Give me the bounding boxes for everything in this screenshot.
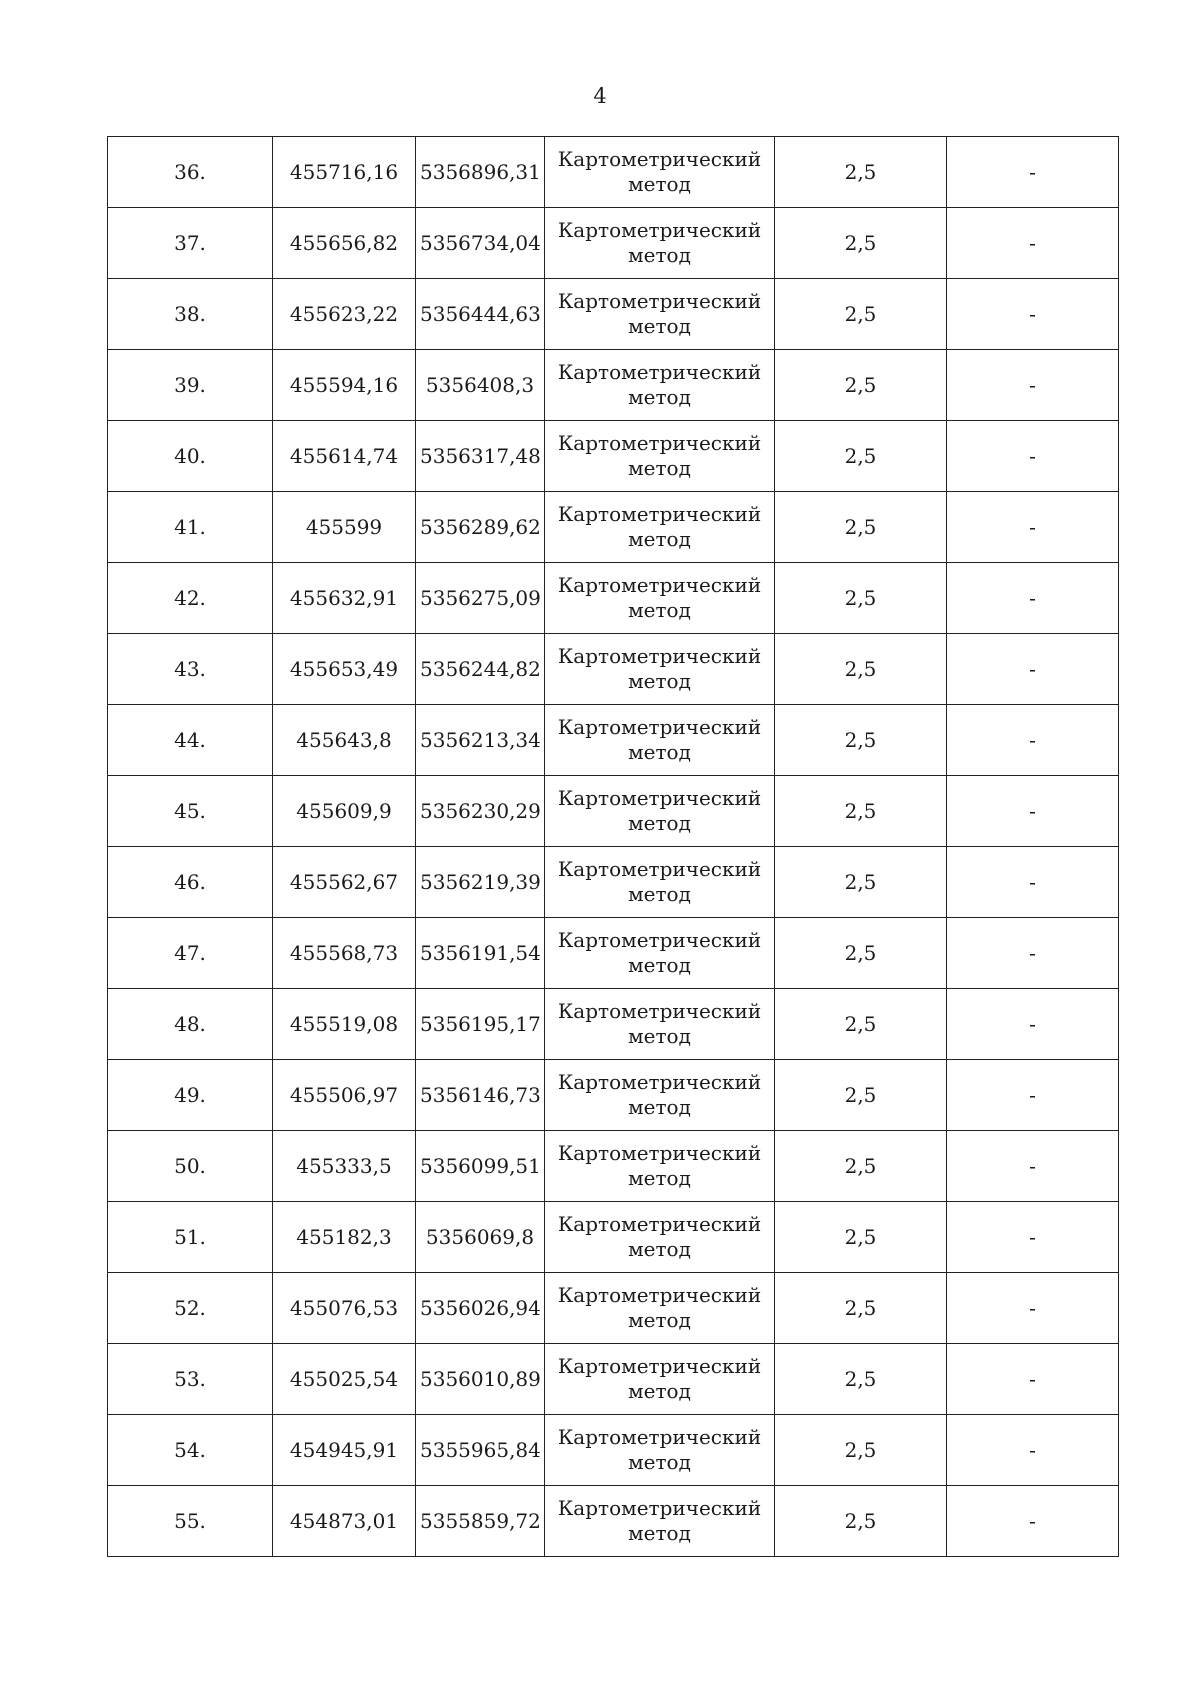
note-cell: -	[947, 208, 1119, 279]
method-cell: Картометрический метод	[545, 1486, 775, 1557]
table-row	[108, 492, 1119, 563]
point-number-cell: 48.	[108, 989, 273, 1060]
method-cell: Картометрический метод	[545, 1415, 775, 1486]
y-coordinate-cell: 5356408,3	[416, 350, 545, 421]
note-cell: -	[947, 137, 1119, 208]
table-row	[108, 634, 1119, 705]
method-cell: Картометрический метод	[545, 208, 775, 279]
note-cell: -	[947, 1131, 1119, 1202]
note-cell: -	[947, 1273, 1119, 1344]
note-cell: -	[947, 1344, 1119, 1415]
y-coordinate-cell: 5356213,34	[416, 705, 545, 776]
x-coordinate-cell: 455656,82	[273, 208, 416, 279]
table-row	[108, 989, 1119, 1060]
x-coordinate-cell: 455506,97	[273, 1060, 416, 1131]
method-cell: Картометрический метод	[545, 1131, 775, 1202]
note-cell: -	[947, 350, 1119, 421]
accuracy-cell: 2,5	[775, 1415, 947, 1486]
accuracy-cell: 2,5	[775, 1486, 947, 1557]
note-cell: -	[947, 1202, 1119, 1273]
point-number-cell: 47.	[108, 918, 273, 989]
y-coordinate-cell: 5356317,48	[416, 421, 545, 492]
accuracy-cell: 2,5	[775, 1202, 947, 1273]
y-coordinate-cell: 5356289,62	[416, 492, 545, 563]
x-coordinate-cell: 455599	[273, 492, 416, 563]
table-row	[108, 137, 1119, 208]
note-cell: -	[947, 634, 1119, 705]
y-coordinate-cell: 5356734,04	[416, 208, 545, 279]
x-coordinate-cell: 455632,91	[273, 563, 416, 634]
table-row	[108, 1486, 1119, 1557]
x-coordinate-cell: 455716,16	[273, 137, 416, 208]
y-coordinate-cell: 5356146,73	[416, 1060, 545, 1131]
table-row	[108, 1131, 1119, 1202]
point-number-cell: 53.	[108, 1344, 273, 1415]
x-coordinate-cell: 455333,5	[273, 1131, 416, 1202]
point-number-cell: 42.	[108, 563, 273, 634]
method-cell: Картометрический метод	[545, 705, 775, 776]
method-cell: Картометрический метод	[545, 847, 775, 918]
x-coordinate-cell: 455182,3	[273, 1202, 416, 1273]
point-number-cell: 38.	[108, 279, 273, 350]
y-coordinate-cell: 5356230,29	[416, 776, 545, 847]
accuracy-cell: 2,5	[775, 279, 947, 350]
method-cell: Картометрический метод	[545, 776, 775, 847]
x-coordinate-cell: 455568,73	[273, 918, 416, 989]
coordinates-table	[107, 136, 1119, 1557]
table-row	[108, 563, 1119, 634]
method-cell: Картометрический метод	[545, 918, 775, 989]
point-number-cell: 55.	[108, 1486, 273, 1557]
table-row	[108, 776, 1119, 847]
accuracy-cell: 2,5	[775, 989, 947, 1060]
method-cell: Картометрический метод	[545, 350, 775, 421]
accuracy-cell: 2,5	[775, 705, 947, 776]
page-number: 4	[593, 84, 607, 108]
table-row	[108, 1344, 1119, 1415]
point-number-cell: 50.	[108, 1131, 273, 1202]
accuracy-cell: 2,5	[775, 208, 947, 279]
accuracy-cell: 2,5	[775, 847, 947, 918]
point-number-cell: 40.	[108, 421, 273, 492]
point-number-cell: 54.	[108, 1415, 273, 1486]
point-number-cell: 44.	[108, 705, 273, 776]
method-cell: Картометрический метод	[545, 137, 775, 208]
x-coordinate-cell: 455562,67	[273, 847, 416, 918]
note-cell: -	[947, 989, 1119, 1060]
note-cell: -	[947, 279, 1119, 350]
y-coordinate-cell: 5356026,94	[416, 1273, 545, 1344]
method-cell: Картометрический метод	[545, 563, 775, 634]
y-coordinate-cell: 5356275,09	[416, 563, 545, 634]
method-cell: Картометрический метод	[545, 634, 775, 705]
point-number-cell: 46.	[108, 847, 273, 918]
accuracy-cell: 2,5	[775, 492, 947, 563]
y-coordinate-cell: 5356010,89	[416, 1344, 545, 1415]
accuracy-cell: 2,5	[775, 918, 947, 989]
method-cell: Картометрический метод	[545, 1060, 775, 1131]
accuracy-cell: 2,5	[775, 1344, 947, 1415]
table-row	[108, 847, 1119, 918]
method-cell: Картометрический метод	[545, 279, 775, 350]
method-cell: Картометрический метод	[545, 1344, 775, 1415]
table-row	[108, 918, 1119, 989]
y-coordinate-cell: 5356244,82	[416, 634, 545, 705]
x-coordinate-cell: 455623,22	[273, 279, 416, 350]
method-cell: Картометрический метод	[545, 1273, 775, 1344]
note-cell: -	[947, 776, 1119, 847]
point-number-cell: 36.	[108, 137, 273, 208]
accuracy-cell: 2,5	[775, 634, 947, 705]
point-number-cell: 43.	[108, 634, 273, 705]
table-row	[108, 1273, 1119, 1344]
point-number-cell: 49.	[108, 1060, 273, 1131]
accuracy-cell: 2,5	[775, 421, 947, 492]
accuracy-cell: 2,5	[775, 137, 947, 208]
x-coordinate-cell: 455609,9	[273, 776, 416, 847]
point-number-cell: 51.	[108, 1202, 273, 1273]
table-row	[108, 350, 1119, 421]
method-cell: Картометрический метод	[545, 421, 775, 492]
accuracy-cell: 2,5	[775, 1273, 947, 1344]
y-coordinate-cell: 5355859,72	[416, 1486, 545, 1557]
note-cell: -	[947, 421, 1119, 492]
accuracy-cell: 2,5	[775, 1060, 947, 1131]
y-coordinate-cell: 5356219,39	[416, 847, 545, 918]
note-cell: -	[947, 918, 1119, 989]
x-coordinate-cell: 455594,16	[273, 350, 416, 421]
note-cell: -	[947, 705, 1119, 776]
table-row	[108, 1060, 1119, 1131]
x-coordinate-cell: 455653,49	[273, 634, 416, 705]
point-number-cell: 41.	[108, 492, 273, 563]
y-coordinate-cell: 5356195,17	[416, 989, 545, 1060]
note-cell: -	[947, 492, 1119, 563]
x-coordinate-cell: 454873,01	[273, 1486, 416, 1557]
table-row	[108, 208, 1119, 279]
method-cell: Картометрический метод	[545, 989, 775, 1060]
table-row	[108, 279, 1119, 350]
table-row	[108, 421, 1119, 492]
y-coordinate-cell: 5356069,8	[416, 1202, 545, 1273]
point-number-cell: 37.	[108, 208, 273, 279]
table-row	[108, 1415, 1119, 1486]
point-number-cell: 39.	[108, 350, 273, 421]
y-coordinate-cell: 5356444,63	[416, 279, 545, 350]
table-row	[108, 1202, 1119, 1273]
x-coordinate-cell: 455076,53	[273, 1273, 416, 1344]
accuracy-cell: 2,5	[775, 776, 947, 847]
x-coordinate-cell: 455614,74	[273, 421, 416, 492]
point-number-cell: 45.	[108, 776, 273, 847]
x-coordinate-cell: 455519,08	[273, 989, 416, 1060]
y-coordinate-cell: 5356099,51	[416, 1131, 545, 1202]
y-coordinate-cell: 5356896,31	[416, 137, 545, 208]
x-coordinate-cell: 455643,8	[273, 705, 416, 776]
coordinates-table-body	[108, 137, 1119, 1557]
table-row	[108, 705, 1119, 776]
x-coordinate-cell: 454945,91	[273, 1415, 416, 1486]
accuracy-cell: 2,5	[775, 350, 947, 421]
note-cell: -	[947, 847, 1119, 918]
note-cell: -	[947, 1486, 1119, 1557]
note-cell: -	[947, 1060, 1119, 1131]
note-cell: -	[947, 1415, 1119, 1486]
method-cell: Картометрический метод	[545, 1202, 775, 1273]
y-coordinate-cell: 5356191,54	[416, 918, 545, 989]
accuracy-cell: 2,5	[775, 563, 947, 634]
accuracy-cell: 2,5	[775, 1131, 947, 1202]
x-coordinate-cell: 455025,54	[273, 1344, 416, 1415]
point-number-cell: 52.	[108, 1273, 273, 1344]
note-cell: -	[947, 563, 1119, 634]
method-cell: Картометрический метод	[545, 492, 775, 563]
y-coordinate-cell: 5355965,84	[416, 1415, 545, 1486]
